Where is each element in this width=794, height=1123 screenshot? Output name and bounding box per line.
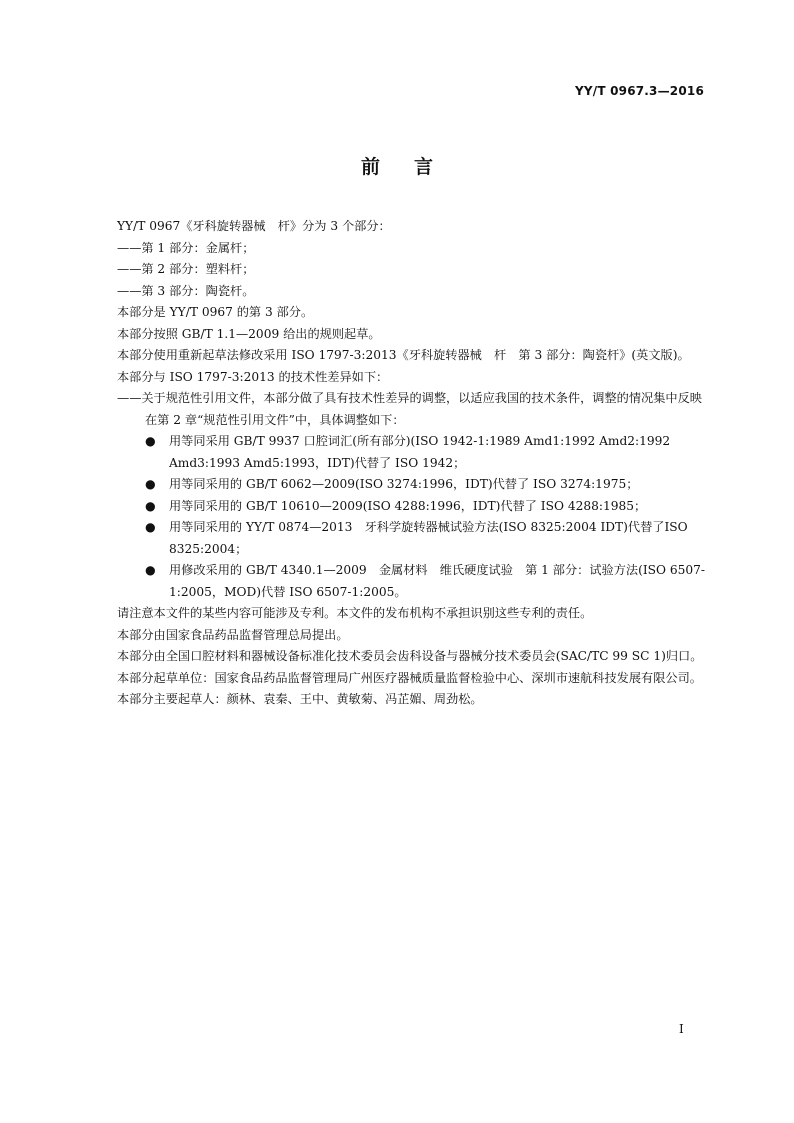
paragraph-drafting-units: 本部分起草单位：国家食品药品监督管理局广州医疗器械质量监督检验中心、深圳市速航科技发展有限公司。	[117, 670, 702, 685]
bullet-text: 用等同采用的 GB/T 6062—2009(ISO 3274:1996，IDT)代替了 ISO 3274:1975；	[169, 477, 639, 491]
bullet-item	[89, 474, 705, 496]
bullet-item	[89, 496, 705, 518]
bullet-text: 用等同采用的 GB/T 10610—2009(ISO 4288:1996，IDT)代替了 ISO 4288:1985；	[169, 498, 647, 513]
bullet-icon: ●	[145, 520, 156, 534]
paragraph-rules: 本部分按照 GB/T 1.1—2009 给出的规则起草。	[117, 326, 381, 341]
paragraph-differences: 本部分与 ISO 1797-3:2013 的技术性差异如下：	[117, 369, 389, 384]
list-item-part3: ——第 3 部分：陶瓷杆。	[117, 283, 255, 298]
bullet-item	[89, 431, 705, 474]
bullet-item	[89, 560, 705, 603]
bullet-icon: ●	[145, 563, 156, 577]
bullet-item	[89, 517, 705, 560]
paragraph-patent-notice: 请注意本文件的某些内容可能涉及专利。本文件的发布机构不承担识别这些专利的责任。	[117, 606, 593, 620]
paragraph-intro: YY/T 0967《牙科旋转器械 杆》分为 3 个部分：	[117, 219, 391, 233]
list-item-part2: ——第 2 部分：塑料杆；	[117, 262, 255, 276]
bullet-icon: ●	[145, 477, 156, 491]
bullet-text: 用等同采用的 YY/T 0874—2013 牙科学旋转器械试验方法(ISO 8325:2004 IDT)代替了ISO 8325:2004；	[169, 520, 688, 556]
page-number: I	[679, 1022, 684, 1036]
list-item-technical-difference: ——关于规范性引用文件，本部分做了具有技术性差异的调整，以适应我国的技术条件，调整的情况集中反映在第 2 章“规范性引用文件”中，具体调整如下：	[117, 391, 702, 427]
paragraph-centralized-by: 本部分由全国口腔材料和器械设备标准化技术委员会齿科设备与器械分技术委员会(SAC/TC 99 SC 1)归口。	[117, 649, 703, 663]
document-body	[89, 216, 705, 711]
paragraph-adoption: 本部分使用重新起草法修改采用 ISO 1797-3:2013《牙科旋转器械 杆 第 3 部分：陶瓷杆》(英文版)。	[117, 348, 690, 362]
bullet-icon: ●	[145, 434, 156, 448]
paragraph-this-part: 本部分是 YY/T 0967 的第 3 部分。	[117, 305, 314, 319]
bullet-icon: ●	[145, 498, 156, 513]
page-title: 前言	[360, 156, 467, 178]
paragraph-drafters: 本部分主要起草人：颜林、袁秦、王中、黄敏菊、冯芷媚、周劲松。	[117, 692, 483, 706]
paragraph-proposed-by: 本部分由国家食品药品监督管理总局提出。	[117, 627, 349, 642]
list-item-part1: ——第 1 部分：金属杆；	[117, 240, 255, 255]
bullet-text: 用修改采用的 GB/T 4340.1—2009 金属材料 维氏硬度试验 第 1 部分：试验方法(ISO 6507-1:2005，MOD)代替 ISO 6507-1:2005。	[169, 563, 706, 599]
standard-number: YY/T 0967.3—2016	[574, 84, 704, 98]
bullet-text: 用等同采用 GB/T 9937 口腔词汇(所有部分)(ISO 1942-1:1989 Amd1:1992 Amd2:1992 Amd3:1993 Amd5:1993，IDT)代替了 ISO 1942；	[169, 434, 671, 470]
